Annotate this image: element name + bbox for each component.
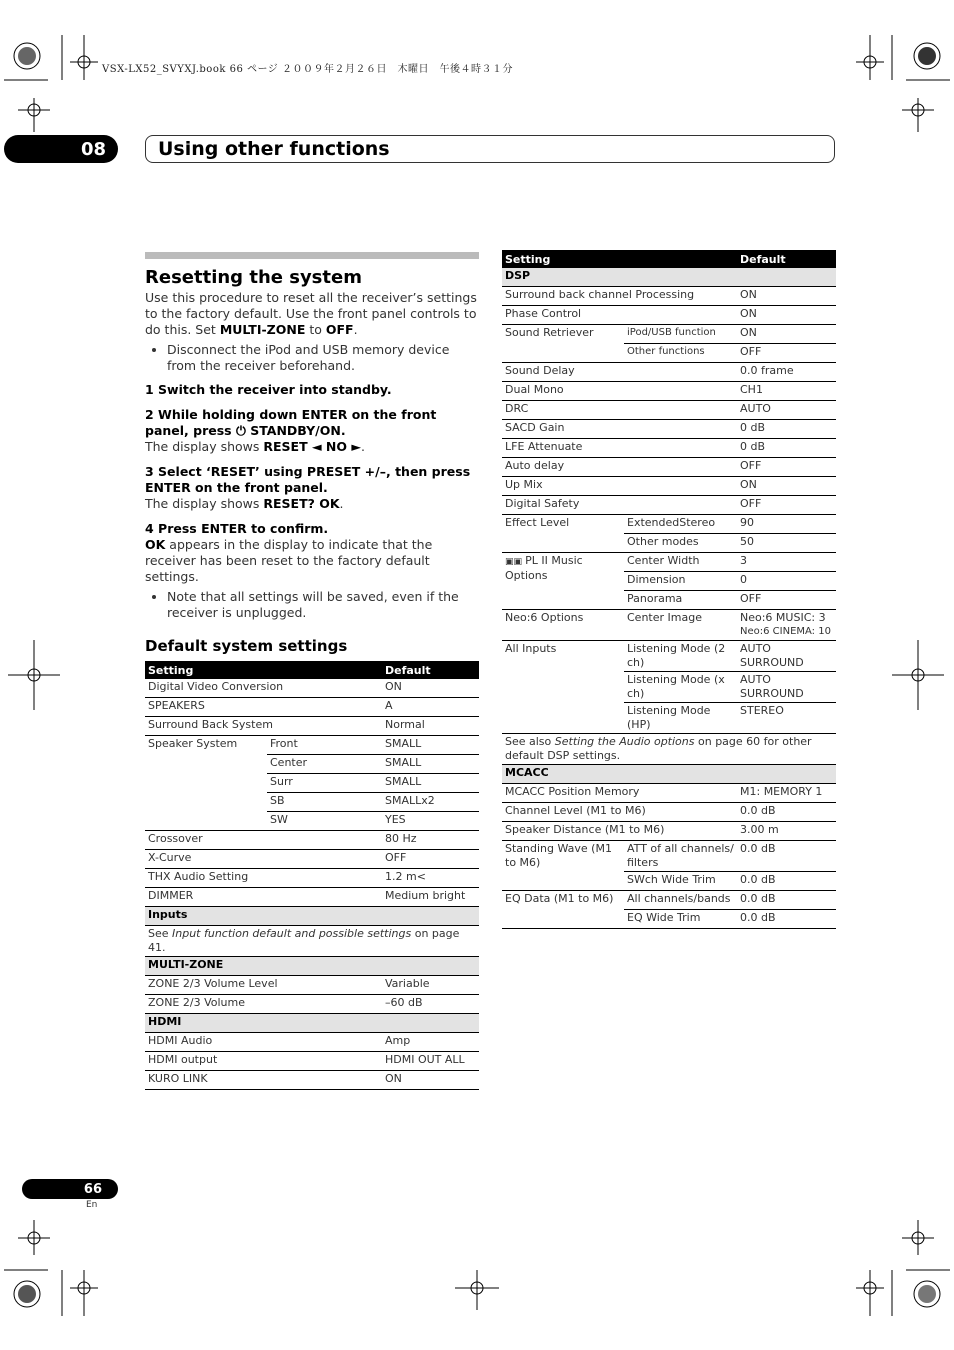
header-setting: Setting xyxy=(145,661,382,679)
dsp-mcacc-table xyxy=(502,250,836,929)
step-4: 4 Press ENTER to confirm. xyxy=(145,521,329,536)
table-row: Neo:6 Options Center Image Neo:6 MUSIC: 3 Neo:6 CINEMA: 10 xyxy=(502,610,836,641)
table-row: Dimension 0 xyxy=(502,572,836,591)
table-row: Digital Safety OFF xyxy=(502,496,836,515)
table-row: MCACC Position Memory M1: MEMORY 1 xyxy=(502,784,836,803)
table-row: Listening Mode (x ch) AUTO SURROUND xyxy=(502,672,836,703)
section-title: Resetting the system xyxy=(145,267,362,288)
table-row: ZONE 2/3 Volume –60 dB xyxy=(145,995,479,1014)
table-row: KURO LINK ON xyxy=(145,1071,479,1090)
table-row: Phase Control ON xyxy=(502,306,836,325)
table-row: SW YES xyxy=(145,812,479,831)
table-row: Listening Mode (HP) STEREO xyxy=(502,703,836,734)
table-row: SWch Wide Trim 0.0 dB xyxy=(502,872,836,891)
intro-paragraph: Use this procedure to reset all the receiver’s settings to the factory default. Use the front panel controls to do this. Set MULTI-ZONE to OFF. xyxy=(145,290,477,337)
table-row: Channel Level (M1 to M6) 0.0 dB xyxy=(502,803,836,822)
group-inputs: Inputs xyxy=(145,907,479,926)
table-row: HDMI Audio Amp xyxy=(145,1033,479,1052)
page-number: 66 xyxy=(22,1179,118,1199)
header-default: Default xyxy=(737,250,836,268)
section-rule xyxy=(145,252,479,259)
page-language: En xyxy=(86,1200,98,1210)
print-header: VSX-LX52_SVYXJ.book 66 ページ ２００９年２月２６日 木曜日 午後４時３１分 xyxy=(102,64,513,75)
default-settings-table xyxy=(145,661,479,1090)
bullet-disconnect: • Disconnect the iPod and USB memory device from the receiver beforehand. xyxy=(167,342,479,374)
table-row: ▣▣ PL II Music Options Center Width 3 xyxy=(502,553,836,572)
bullet-saved: • Note that all settings will be saved, even if the receiver is unplugged. xyxy=(167,589,479,621)
table-row: ZONE 2/3 Volume Level Variable xyxy=(145,976,479,995)
dolby-icon: ▣▣ xyxy=(505,557,526,567)
table-row: X-Curve OFF xyxy=(145,850,479,869)
table-row: EQ Wide Trim 0.0 dB xyxy=(502,910,836,929)
header-setting: Setting xyxy=(502,250,737,268)
table-row: Digital Video Conversion ON xyxy=(145,679,479,698)
table-row: Crossover 80 Hz xyxy=(145,831,479,850)
table-row: Effect Level ExtendedStereo 90 xyxy=(502,515,836,534)
step-1: 1 Switch the receiver into standby. xyxy=(145,382,392,397)
step-3: 3 Select ‘RESET’ using PRESET +/–, then press ENTER on the front panel. xyxy=(145,464,471,495)
group-mcacc: MCACC xyxy=(502,765,836,784)
table-row: Other modes 50 xyxy=(502,534,836,553)
table-row: Surr SMALL xyxy=(145,774,479,793)
bullet-list-2 xyxy=(145,589,479,621)
default-settings-title: Default system settings xyxy=(145,637,348,655)
group-hdmi: HDMI xyxy=(145,1014,479,1033)
table-row: Panorama OFF xyxy=(502,591,836,610)
power-icon: ⏻ xyxy=(235,423,251,438)
table-row: Sound Retriever iPod/USB function ON xyxy=(502,325,836,344)
table-row: DIMMER Medium bright xyxy=(145,888,479,907)
step-2: 2 While holding down ENTER on the front panel, press ⏻ STANDBY/ON. xyxy=(145,407,437,438)
table-row: Center SMALL xyxy=(145,755,479,774)
group-dsp: DSP xyxy=(502,268,836,287)
dsp-note: See also Setting the Audio options on page 60 for other default DSP settings. xyxy=(502,734,836,765)
step-4-text: OK appears in the display to indicate that the receiver has been reset to the factory default settings. xyxy=(145,537,433,584)
table-row: THX Audio Setting 1.2 m< xyxy=(145,869,479,888)
table-row: SPEAKERS A xyxy=(145,698,479,717)
table-row: LFE Attenuate 0 dB xyxy=(502,439,836,458)
table-row: EQ Data (M1 to M6) All channels/bands 0.0 dB xyxy=(502,891,836,910)
table-row: SB SMALLx2 xyxy=(145,793,479,812)
table-row: Other functions OFF xyxy=(502,344,836,363)
step-3-display: The display shows RESET? OK. xyxy=(145,496,344,511)
table-row: Speaker System Front SMALL xyxy=(145,736,479,755)
header-default: Default xyxy=(382,661,479,679)
table-row: Sound Delay 0.0 frame xyxy=(502,363,836,382)
chapter-title: Using other functions xyxy=(145,135,835,163)
table-row: Surround Back System Normal xyxy=(145,717,479,736)
right-column xyxy=(502,250,836,929)
table-row: DRC AUTO xyxy=(502,401,836,420)
table-row: All Inputs Listening Mode (2 ch) AUTO SURROUND xyxy=(502,641,836,672)
step-2-display: The display shows RESET ◄ NO ►. xyxy=(145,439,365,454)
inputs-note: See Input function default and possible settings on page 41. xyxy=(145,926,479,957)
table-row: Dual Mono CH1 xyxy=(502,382,836,401)
table-row: Standing Wave (M1 to M6) ATT of all channels/ filters 0.0 dB xyxy=(502,841,836,872)
left-column xyxy=(145,252,479,1090)
table-row: Speaker Distance (M1 to M6) 3.00 m xyxy=(502,822,836,841)
table-row: Up Mix ON xyxy=(502,477,836,496)
table-row: SACD Gain 0 dB xyxy=(502,420,836,439)
chapter-number: 08 xyxy=(4,135,118,163)
table-row: HDMI output HDMI OUT ALL xyxy=(145,1052,479,1071)
group-multizone: MULTI-ZONE xyxy=(145,957,479,976)
table-row: Auto delay OFF xyxy=(502,458,836,477)
bullet-list xyxy=(145,342,479,374)
table-row: Surround back channel Processing ON xyxy=(502,287,836,306)
